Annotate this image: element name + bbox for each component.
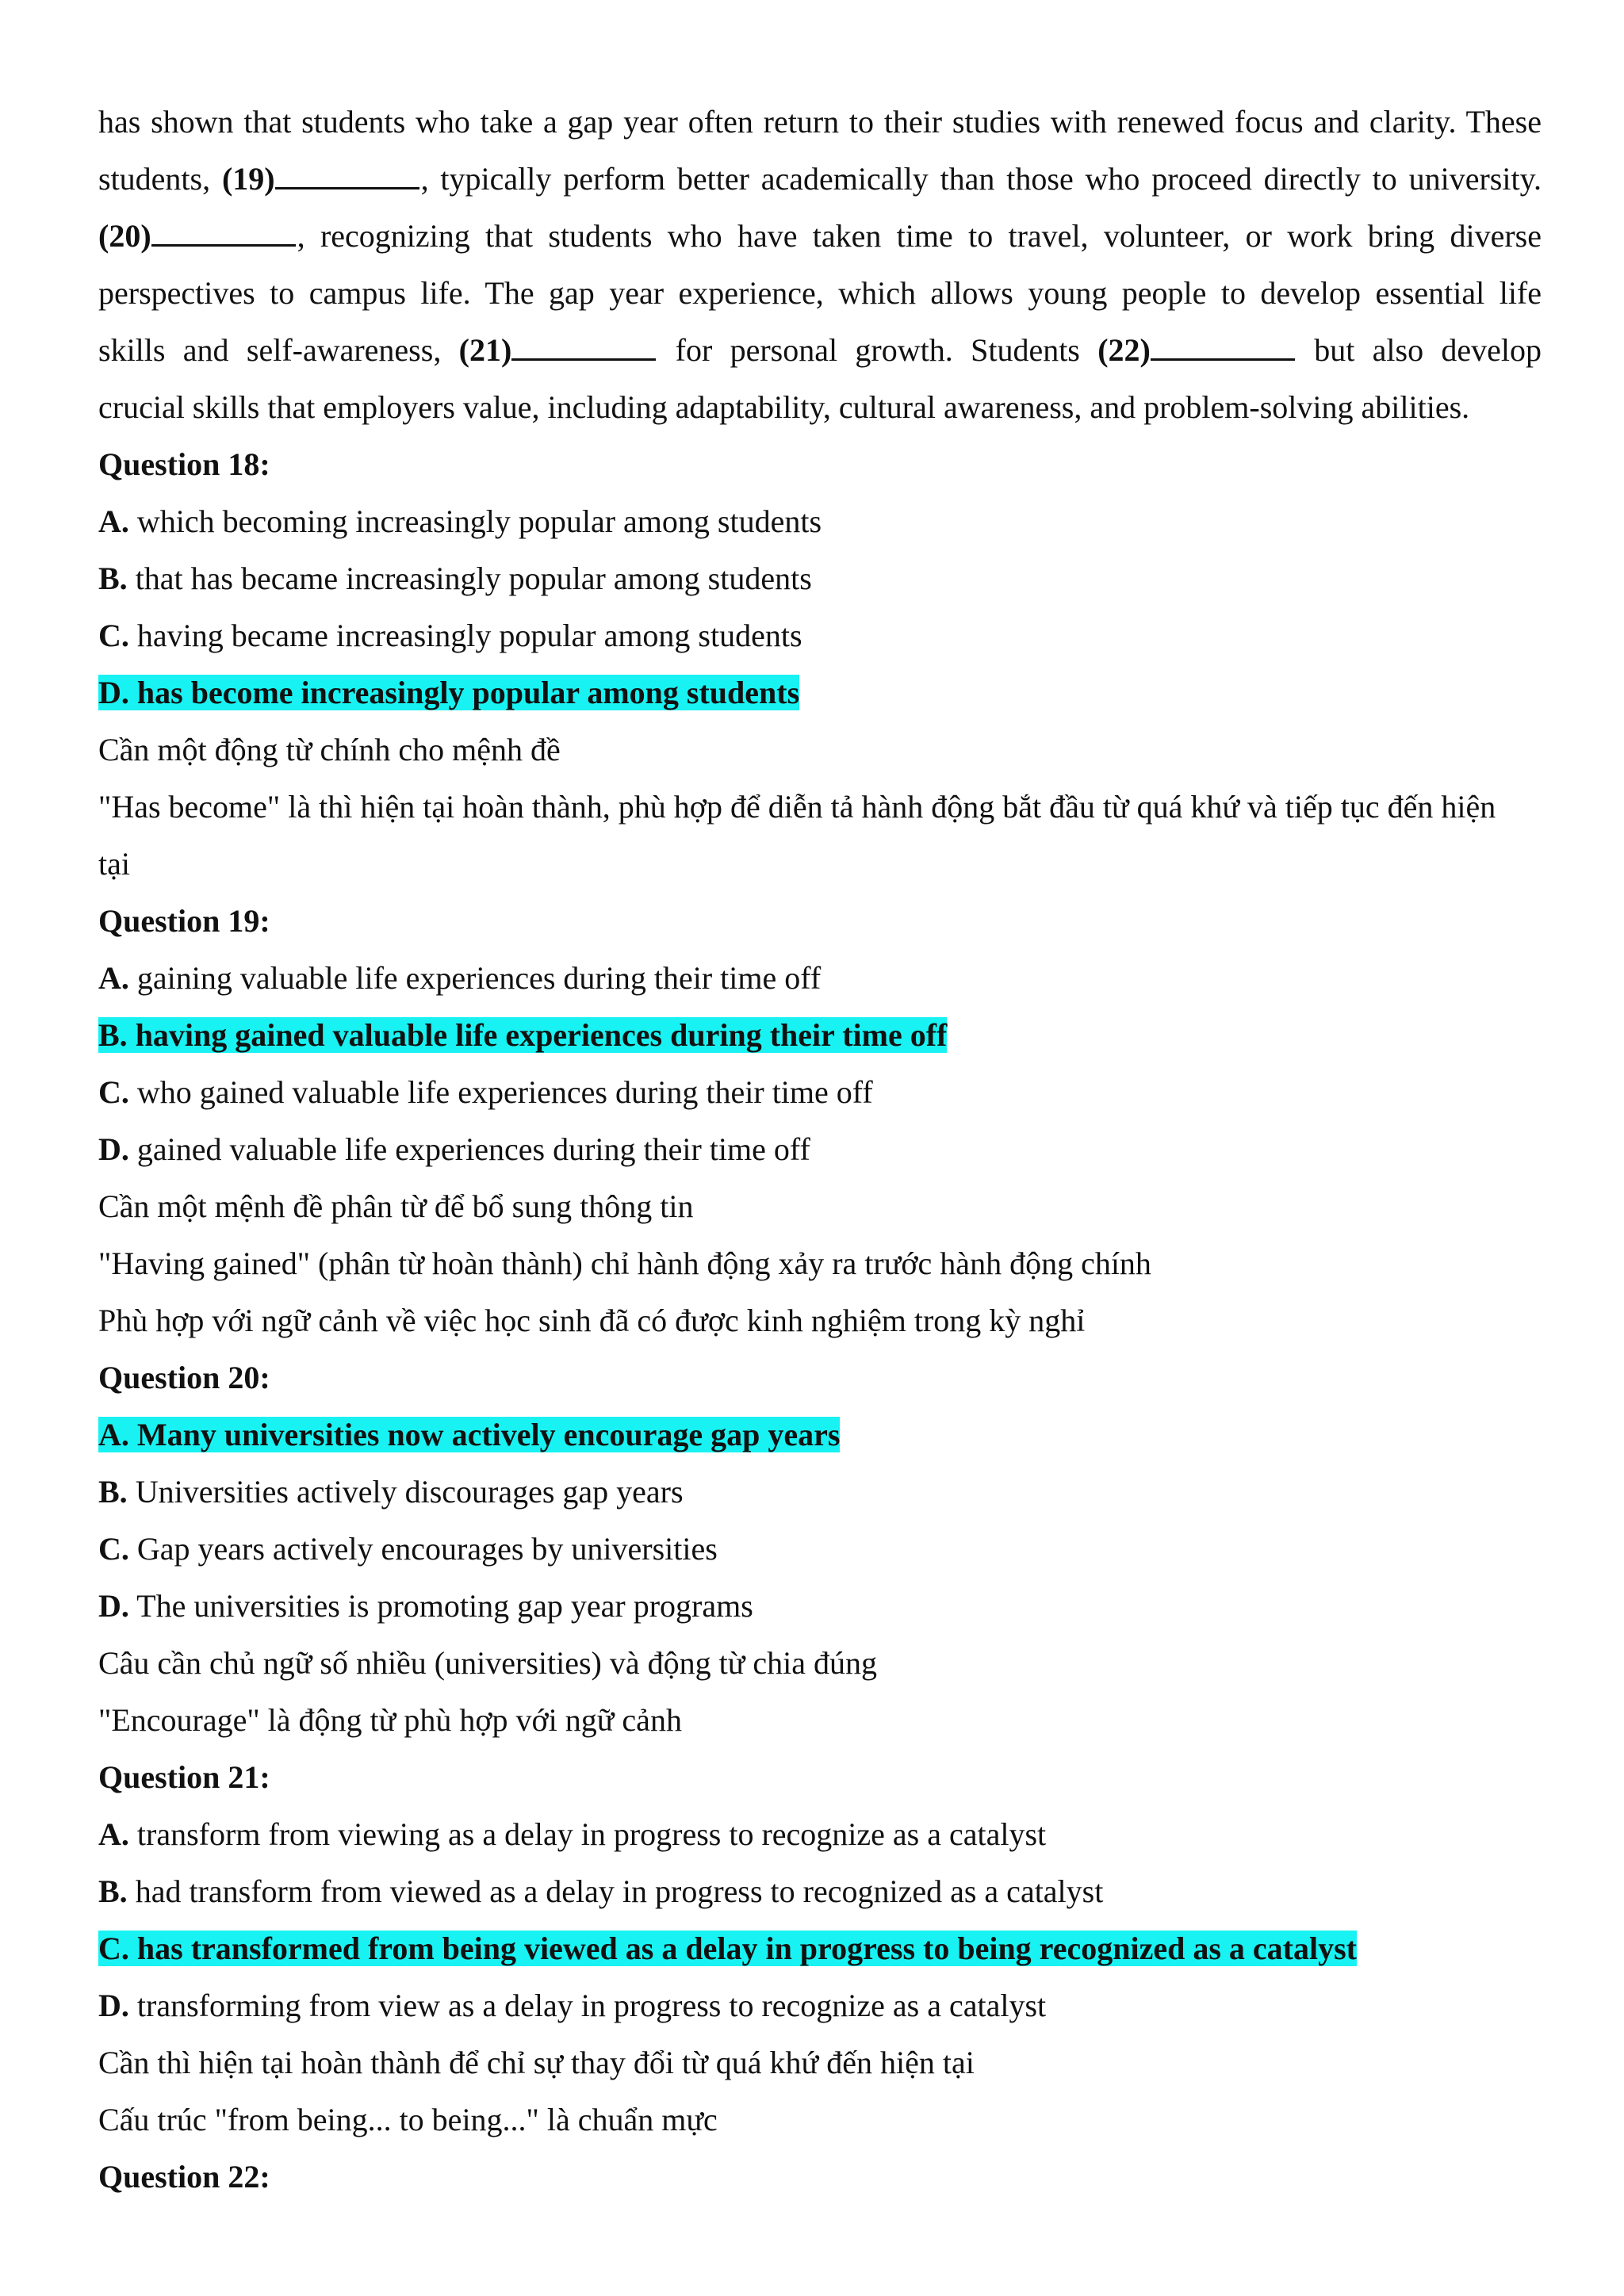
option-b-correct bbox=[98, 1007, 1542, 1064]
option-text: that has became increasingly popular among students bbox=[127, 561, 812, 596]
option-text: having became increasingly popular among students bbox=[128, 618, 802, 653]
option-text: has become increasingly popular among students bbox=[128, 675, 800, 710]
question-title: Question 20: bbox=[98, 1360, 270, 1395]
option-b bbox=[98, 1464, 1542, 1521]
correct-answer-highlight bbox=[98, 1017, 947, 1053]
passage-text: but also develop bbox=[1296, 332, 1542, 368]
explanation-line: Phù hợp với ngữ cảnh về việc học sinh đã có được kinh nghiệm trong kỳ nghỉ bbox=[98, 1303, 1086, 1338]
explanation-line: "Encourage" là động từ phù hợp với ngữ cảnh bbox=[98, 1702, 682, 1738]
question-22 bbox=[98, 2149, 1542, 2206]
passage-text: students, bbox=[98, 161, 222, 197]
blank-number-21: (21) bbox=[458, 332, 512, 368]
option-d bbox=[98, 1578, 1542, 1635]
question-title: Question 21: bbox=[98, 1759, 270, 1795]
passage bbox=[98, 94, 1542, 436]
correct-answer-highlight bbox=[98, 1417, 840, 1452]
option-letter: A. bbox=[98, 960, 129, 996]
passage-text: has shown that students who take a gap year often return to their studies with renewed focus and clarity. These bbox=[98, 104, 1542, 140]
option-a bbox=[98, 493, 1542, 550]
blank-number-19: (19) bbox=[221, 161, 275, 197]
passage-text: for personal growth. Students bbox=[657, 332, 1098, 368]
option-c bbox=[98, 607, 1542, 664]
passage-text: skills and self-awareness, bbox=[98, 332, 459, 368]
blank-number-22: (22) bbox=[1097, 332, 1151, 368]
option-text: transform from viewing as a delay in progress to recognize as a catalyst bbox=[128, 1816, 1047, 1852]
blank-number-20: (20) bbox=[98, 218, 151, 254]
option-text: gaining valuable life experiences during their time off bbox=[128, 960, 822, 996]
option-b bbox=[98, 550, 1542, 607]
question-20 bbox=[98, 1349, 1542, 1749]
option-d bbox=[98, 1121, 1542, 1178]
question-title: Question 19: bbox=[98, 903, 270, 939]
option-text: having gained valuable life experiences during their time off bbox=[127, 1017, 948, 1053]
explanation-line: "Having gained" (phân từ hoàn thành) chỉ hành động xảy ra trước hành động chính bbox=[98, 1246, 1151, 1281]
blank-21 bbox=[511, 331, 656, 361]
option-c bbox=[98, 1064, 1542, 1121]
option-letter: B. bbox=[98, 561, 128, 596]
option-a-correct bbox=[98, 1406, 1542, 1464]
option-text: gained valuable life experiences during their time off bbox=[128, 1131, 810, 1167]
option-a bbox=[98, 950, 1542, 1007]
correct-answer-highlight bbox=[98, 675, 799, 710]
option-text: transforming from view as a delay in progress to recognize as a catalyst bbox=[128, 1988, 1047, 2023]
option-text: Gap years actively encourages by universities bbox=[128, 1531, 718, 1567]
passage-line bbox=[98, 208, 1542, 265]
explanation-line: "Has become" là thì hiện tại hoàn thành, phù hợp để diễn tả hành động bắt đầu từ quá khứ và tiếp tục đến hiện bbox=[98, 789, 1496, 825]
explanation-line: Cần một động từ chính cho mệnh đề bbox=[98, 732, 561, 767]
option-letter: A. bbox=[98, 1816, 129, 1852]
question-title: Question 22: bbox=[98, 2159, 270, 2195]
explanation-line: Cần một mệnh đề phân từ để bổ sung thông tin bbox=[98, 1188, 694, 1224]
option-text: Many universities now actively encourage gap years bbox=[128, 1417, 841, 1452]
option-letter: D. bbox=[98, 1131, 129, 1167]
option-letter: C. bbox=[98, 1531, 129, 1567]
option-letter: D. bbox=[98, 1988, 129, 2023]
question-title: Question 18: bbox=[98, 446, 270, 482]
passage-line bbox=[98, 265, 1542, 322]
option-text: who gained valuable life experiences during their time off bbox=[128, 1074, 873, 1110]
question-19 bbox=[98, 893, 1542, 1349]
question-21 bbox=[98, 1749, 1542, 2149]
option-c bbox=[98, 1521, 1542, 1578]
option-b bbox=[98, 1863, 1542, 1920]
passage-line bbox=[98, 94, 1542, 151]
passage-text: , typically perform better academically than those who proceed directly to university. bbox=[420, 161, 1542, 197]
blank-22 bbox=[1151, 331, 1295, 361]
option-letter: C. bbox=[98, 1931, 129, 1966]
option-letter: C. bbox=[98, 1074, 129, 1110]
explanation-line: Cấu trúc "from being... to being..." là chuẩn mực bbox=[98, 2102, 718, 2137]
option-letter: D. bbox=[98, 1588, 129, 1624]
option-letter: A. bbox=[98, 1417, 129, 1452]
document-content bbox=[98, 94, 1542, 2206]
correct-answer-highlight bbox=[98, 1931, 1357, 1966]
option-d bbox=[98, 1977, 1542, 2034]
option-text: The universities is promoting gap year programs bbox=[128, 1588, 753, 1624]
explanation-line: tại bbox=[98, 846, 130, 882]
option-c-correct bbox=[98, 1920, 1542, 1977]
passage-text: , recognizing that students who have taken time to travel, volunteer, or work bring diverse bbox=[297, 218, 1542, 254]
explanation-line: Cần thì hiện tại hoàn thành để chỉ sự thay đổi từ quá khứ đến hiện tại bbox=[98, 2045, 975, 2080]
explanation-line: Câu cần chủ ngữ số nhiều (universities) và động từ chia đúng bbox=[98, 1645, 878, 1681]
option-text: which becoming increasingly popular among students bbox=[128, 503, 822, 539]
option-letter: D. bbox=[98, 675, 129, 710]
passage-text: perspectives to campus life. The gap year experience, which allows young people to develop essential life bbox=[98, 275, 1542, 311]
blank-20 bbox=[151, 217, 296, 247]
question-18 bbox=[98, 436, 1542, 893]
option-a bbox=[98, 1806, 1542, 1863]
option-letter: B. bbox=[98, 1873, 128, 1909]
blank-19 bbox=[275, 160, 419, 189]
option-letter: C. bbox=[98, 618, 129, 653]
option-letter: B. bbox=[98, 1474, 128, 1510]
option-letter: B. bbox=[98, 1017, 128, 1053]
option-d-correct bbox=[98, 664, 1542, 721]
option-text: has transformed from being viewed as a delay in progress to being recognized as a catalyst bbox=[128, 1931, 1357, 1966]
option-letter: A. bbox=[98, 503, 129, 539]
passage-line bbox=[98, 322, 1542, 379]
option-text: had transform from viewed as a delay in progress to recognized as a catalyst bbox=[127, 1873, 1104, 1909]
option-text: Universities actively discourages gap years bbox=[127, 1474, 684, 1510]
passage-text: crucial skills that employers value, including adaptability, cultural awareness, and problem-solving abilities. bbox=[98, 389, 1470, 425]
passage-line bbox=[98, 379, 1542, 436]
passage-line bbox=[98, 151, 1542, 208]
